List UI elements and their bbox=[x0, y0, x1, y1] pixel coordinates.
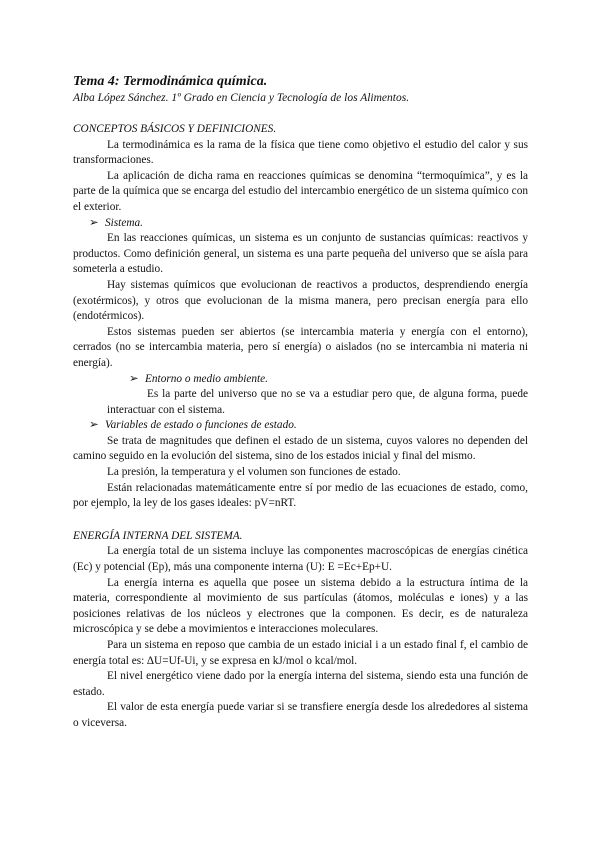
section-heading-energia-interna: ENERGÍA INTERNA DEL SISTEMA. bbox=[73, 529, 243, 542]
paragraph: Se trata de magnitudes que definen el estado de un sistema, cuyos valores no dependen del camino seguido en la evolución del sistema, sino de los estados inicial y final del mismo. bbox=[73, 434, 528, 463]
arrowhead-bullet-icon: ➢ bbox=[89, 419, 99, 432]
bullet-label: Variables de estado o funciones de estado. bbox=[105, 419, 297, 432]
bullet-item-variables bbox=[73, 418, 528, 434]
paragraph: Para un sistema en reposo que cambia de un estado inicial i a un estado final f, el cambio de energía total es: ∆U=Uf-Ui, y se expresa en kJ/mol o kcal/mol. bbox=[73, 639, 528, 667]
paragraph: En las reacciones químicas, un sistema es un conjunto de sustancias químicas: reactivos y productos. Como definición general, un sistema es una parte pequeña del universo que se aísla para someterla a estudio. bbox=[73, 232, 528, 276]
arrowhead-bullet-icon: ➢ bbox=[129, 372, 139, 385]
bullet-label: Sistema. bbox=[105, 216, 143, 229]
arrowhead-bullet-icon: ➢ bbox=[89, 216, 99, 229]
paragraph: La energía total de un sistema incluye las componentes macroscópicas de energías cinética (Ec) y potencial (Ep), más una componente interna (U): E =Ec+Ep+U. bbox=[73, 545, 528, 574]
paragraph: La aplicación de dicha rama en reacciones químicas se denomina “termoquímica”, y es la parte de la química que se encarga del estudio del intercambio energético de un sistema químico con el exterior. bbox=[73, 169, 528, 213]
paragraph: Es la parte del universo que no se va a estudiar pero que, de alguna forma, puede interactuar con el sistema. bbox=[107, 388, 528, 416]
bullet-item-entorno bbox=[73, 372, 528, 388]
paragraph: El valor de esta energía puede variar si se transfiere energía desde los alrededores al sistema o viceversa. bbox=[73, 701, 528, 729]
paragraph: La termodinámica es la rama de la física que tiene como objetivo el estudio del calor y sus transformaciones. bbox=[73, 138, 528, 167]
bullet-item-sistema bbox=[73, 216, 528, 232]
section-heading-conceptos: CONCEPTOS BÁSICOS Y DEFINICIONES. bbox=[73, 123, 277, 135]
paragraph: Están relacionadas matemáticamente entre sí por medio de las ecuaciones de estado, como, por ejemplo, la ley de los gases ideales: pV=nRT. bbox=[73, 481, 528, 510]
paragraph: Hay sistemas químicos que evolucionan de reactivos a productos, desprendiendo energía (exotérmicos), y otros que evolucionan de la misma manera, pero precisan energía para ello (endotérmicos). bbox=[73, 278, 528, 323]
document-title: Tema 4: Termodinámica química. bbox=[73, 74, 268, 89]
bullet-label: Entorno o medio ambiente. bbox=[145, 372, 268, 385]
paragraph: El nivel energético viene dado por la energía interna del sistema, siendo esta una función de estado. bbox=[73, 670, 528, 698]
document-author-line: Alba López Sánchez. 1º Grado en Ciencia y Tecnología de los Alimentos. bbox=[73, 92, 410, 104]
paragraph: Estos sistemas pueden ser abiertos (se intercambia materia y energía con el entorno), cerrados (no se intercambia materia, pero sí energía) o aislados (no se intercambia ni materia ni energía). bbox=[73, 325, 528, 369]
paragraph: La energía interna es aquella que posee un sistema debido a la estructura íntima de la materia, correspondiente al movimiento de sus partículas (átomos, moléculas e iones) y a las posiciones relativas de los núcleos y electrones que la componen. Es decir, es de naturaleza microscópica y se debe a movimientos e interacciones moleculares. bbox=[73, 576, 528, 636]
document-body bbox=[73, 73, 528, 732]
paragraph: La presión, la temperatura y el volumen son funciones de estado. bbox=[107, 466, 401, 479]
